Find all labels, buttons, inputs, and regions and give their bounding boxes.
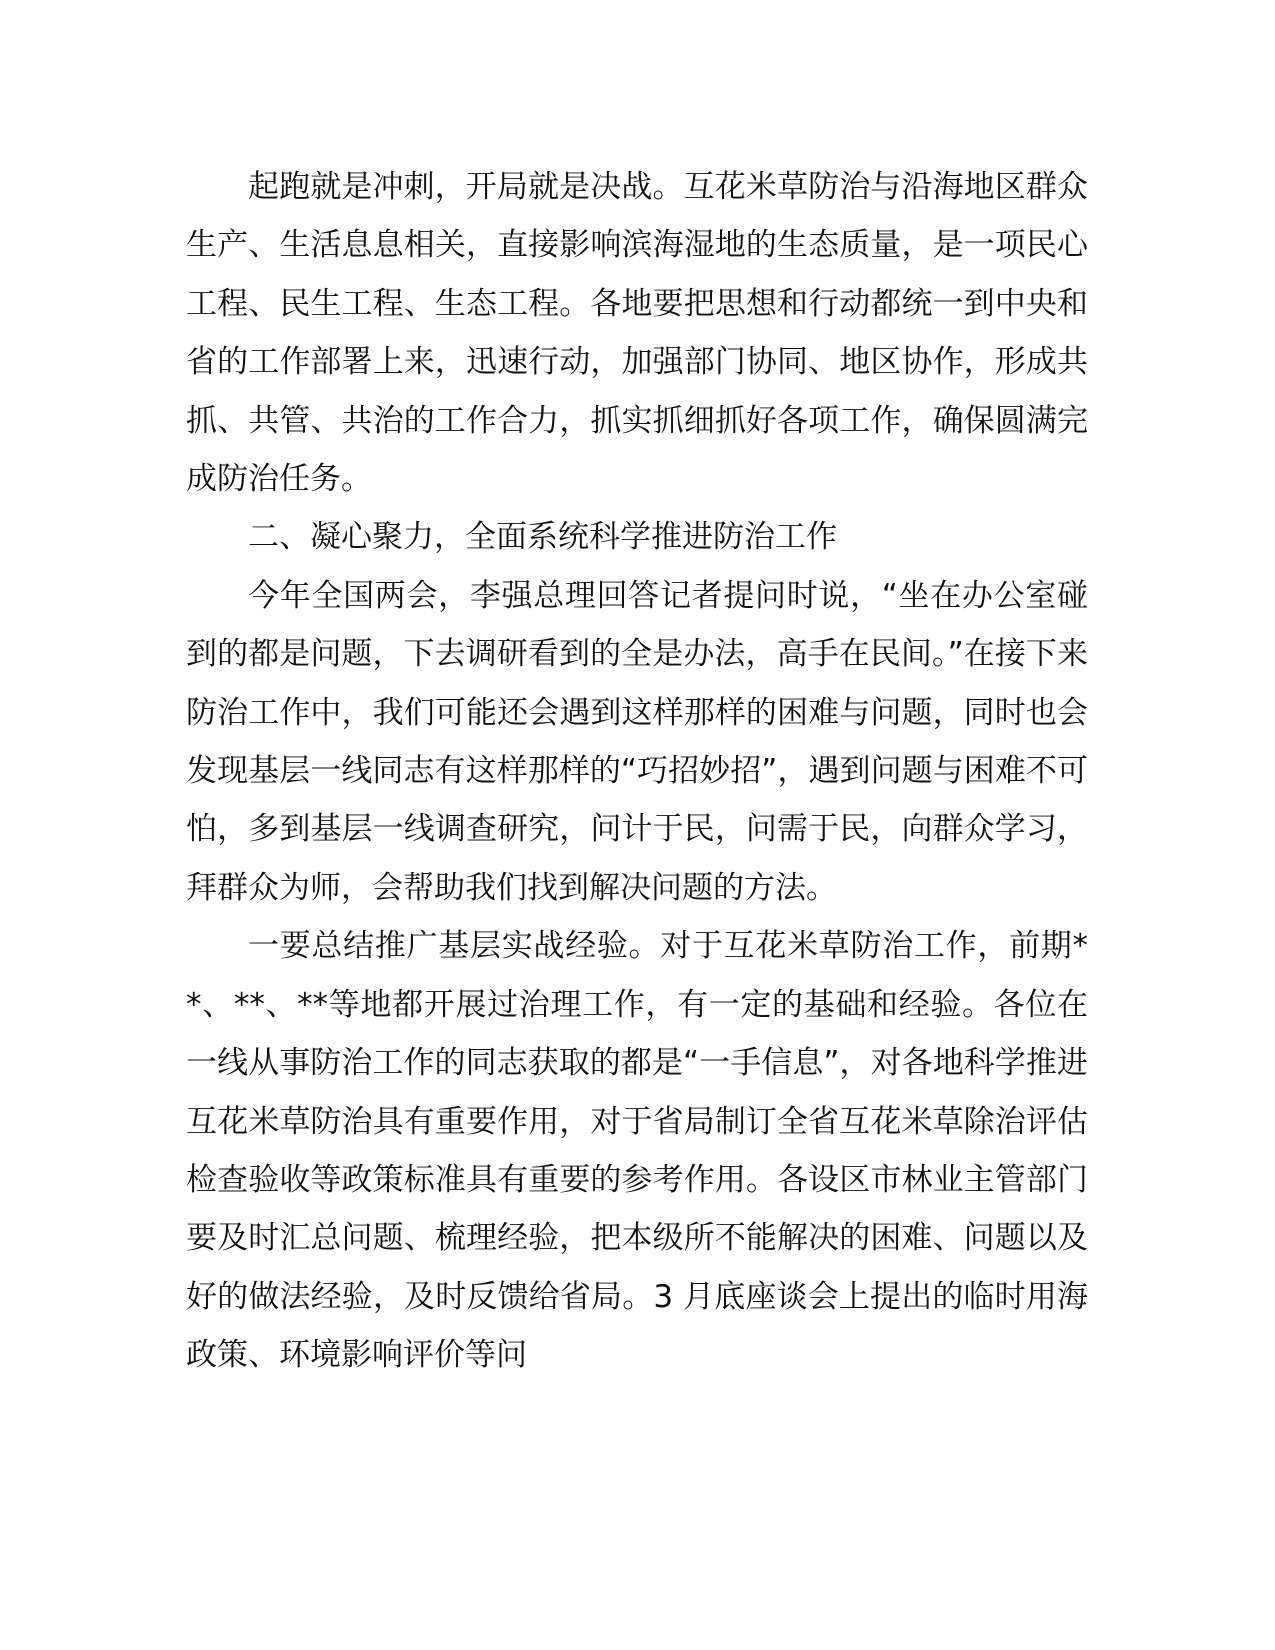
paragraph-4: 一要总结推广基层实战经验。对于互花米草防治工作，前期**、**、**等地都开展过治理工作，有一定的基础和经验。各位在一线从事防治工作的同志获取的都是“一手信息”，对各地科学推进互花米草防治具有重要作用，对于省局制订全省互花米草除治评估检查验收等政策标准具有重要的参考作用。各设区市林业主管部门要及时汇总问题、梳理经验，把本级所不能解决的困难、问题以及好的做法经验，及时反馈给省局。3 月底座谈会上提出的临时用海政策、环境影响评价等问 <box>186 928 1088 1374</box>
paragraph-3: 今年全国两会，李强总理回答记者提问时说，“坐在办公室碰到的都是问题，下去调研看到的全是办法，高手在民间。”在接下来防治工作中，我们可能还会遇到这样那样的困难与问题，同时也会发现基层一线同志有这样那样的“巧招妙招”，遇到问题与困难不可怕，多到基层一线调查研究，问计于民，问需于民，向群众学习，拜群众为师，会帮助我们找到解决问题的方法。 <box>186 577 1088 906</box>
section-heading-2: 二、凝心聚力，全面系统科学推进防治工作 <box>248 519 837 556</box>
document-body <box>186 158 1088 1385</box>
paragraph-1: 起跑就是冲刺，开局就是决战。互花米草防治与沿海地区群众生产、生活息息相关，直接影响滨海湿地的生态质量，是一项民心工程、民生工程、生态工程。各地要把思想和行动都统一到中央和省的工作部署上来，迅速行动，加强部门协同、地区协作，形成共抓、共管、共治的工作合力，抓实抓细抓好各项工作，确保圆满完成防治任务。 <box>186 169 1088 498</box>
